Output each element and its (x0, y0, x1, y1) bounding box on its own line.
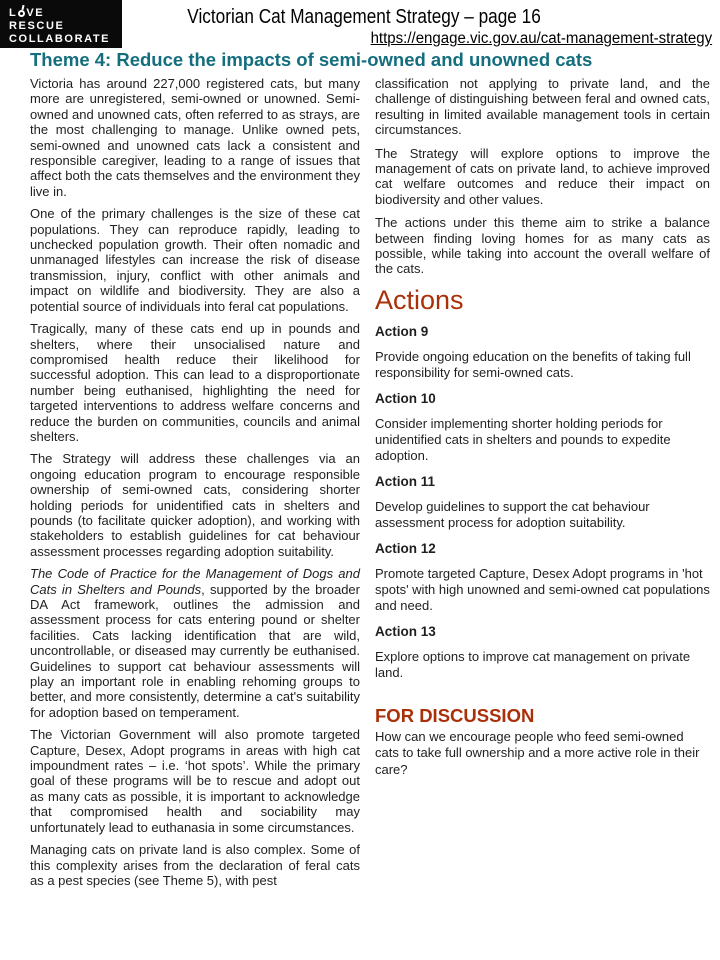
right-column (375, 76, 710, 895)
logo-text: VE (26, 7, 45, 19)
action-12-text: Promote targeted Capture, Desex Adopt programs in 'hot spots' with high unowned and semi-owned cat populations and need. (375, 565, 710, 613)
body-paragraph: The Strategy will explore options to improve the management of cats on private land, to achieve improved cat welfare outcomes and reduce their impact on biodiversity and other values. (375, 145, 710, 207)
action-11-label: Action 11 (375, 473, 436, 489)
action-13-label: Action 13 (375, 623, 436, 639)
body-paragraph: The Strategy will address these challenges via an ongoing education program to encourage responsible ownership of semi-owned cats, considering shorter holding periods for unidentified cats in shelters and pounds (to facilitate quicker adoption), and working with stakeholders to establish guidelines for cat behaviour assessment processes regarding adoption suitability. (30, 451, 360, 559)
for-discussion-heading: FOR DISCUSSION (375, 704, 535, 726)
body-paragraph: Managing cats on private land is also complex. Some of this complexity arises from the declaration of feral cats as a pest species (see Theme 5), with pest (30, 842, 360, 888)
body-paragraph-code-of-practice (30, 566, 360, 720)
body-paragraph: The actions under this theme aim to strike a balance between finding loving homes for as many cats as possible, while taking into account the overall welfare of the cats. (375, 215, 710, 277)
action-13-text: Explore options to improve cat management on private land. (375, 648, 691, 680)
code-of-practice-rest: , supported by the broader DA Act framework, outlines the admission and assessment process for cats entering pound or shelter facilities. Cats lacking identification that are wild, uncontrollable, or diseased may currently be euthanised. Guidelines to support cat behaviour assessments will play an important role in enabling rehoming groups to better, and more consistently, determine a cat's suitability for adoption based on temperament. (30, 581, 360, 720)
action-9-text: Provide ongoing education on the benefits of taking full responsibility for semi-owned cats. (375, 348, 691, 380)
left-column (30, 76, 360, 895)
strategy-url-link[interactable]: https://engage.vic.gov.au/cat-management-strategy (370, 30, 712, 47)
action-10-label: Action 10 (375, 390, 436, 406)
action-10-text: Consider implementing shorter holding periods for unidentified cats in shelters and pounds to expedite adoption. (375, 415, 671, 463)
code-of-practice-title: The Code of Practice for the Management of Dogs and Cats in Shelters and Pounds (30, 566, 360, 597)
action-12-label: Action 12 (375, 540, 436, 556)
logo-line-rescue: RESCUE (9, 20, 65, 32)
actions-heading: Actions (375, 284, 464, 315)
logo-text: L (9, 7, 18, 19)
body-paragraph: Tragically, many of these cats end up in pounds and shelters, where their unsocialised nature and compromised health reduce their likelihood for successful adoption. This can lead to a disproportionate number being euthanised, highlighting the need for targeted interventions to address welfare concerns and reduce the burden on communities, councils and animal shelters. (30, 321, 360, 444)
theme-heading: Theme 4: Reduce the impacts of semi-owned and unowned cats (30, 49, 593, 70)
body-paragraph: One of the primary challenges is the size of these cat populations. They can reproduce rapidly, leading to unchecked population growth. Their often nomadic and unmanaged lifestyles can increase the risk of disease transmission, injury, conflict with other animals and impact on wildlife and biodiversity. They are also a potential source of individuals into feral cat populations. (30, 206, 360, 314)
body-paragraph: The Victorian Government will also promote targeted Capture, Desex, Adopt programs in areas with high cat impoundment rates – i.e. ‘hot spots’. While the primary goal of these programs will be to rescue and adopt out as many cats as possible, it is important to acknowledge that compromised health and sociability may unfortunately lead to euthanasia in some circumstances. (30, 727, 360, 835)
action-11-text: Develop guidelines to support the cat behaviour assessment process for adoption suitability. (375, 498, 650, 530)
page-title: Victorian Cat Management Strategy – page 16 (187, 6, 541, 28)
discussion-question: How can we encourage people who feed semi-owned cats to take full ownership and a more active role in their care? (375, 728, 700, 777)
body-paragraph: Victoria has around 227,000 registered cats, but many more are unregistered, semi-owned or unowned. Semi-owned and unowned cats, often referred to as strays, are the most challenging to manage. Unlike owned pets, semi-owned and unowned cats lack a consistent and responsible caregiver, leading to a range of issues that affect both the cats themselves and the environment they live in. (30, 76, 360, 199)
action-9-label: Action 9 (375, 323, 429, 339)
body-paragraph: classification not applying to private land, and the challenge of distinguishing between feral and owned cats, resulting in limited available management tools in certain circumstances. (375, 76, 710, 138)
two-column-body (0, 76, 720, 895)
page-header (0, 0, 720, 48)
logo-line-collaborate: COLLABORATE (9, 33, 111, 45)
pet-tag-icon (18, 10, 25, 17)
